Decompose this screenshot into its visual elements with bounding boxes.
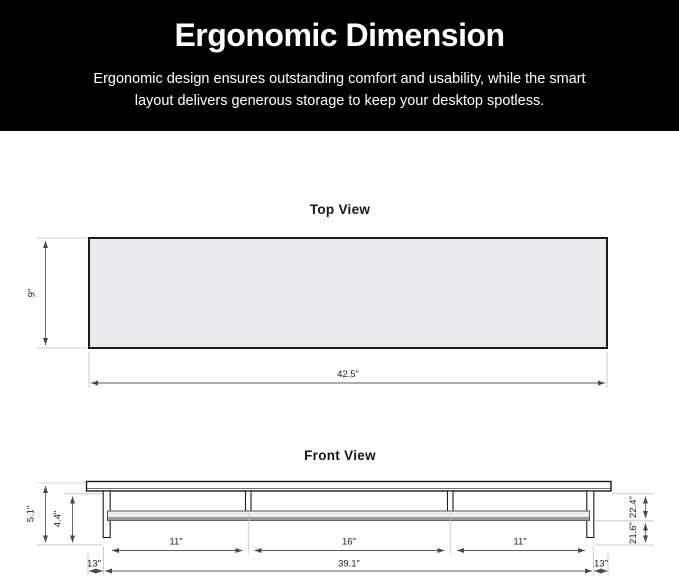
header-subtitle-line2: layout delivers generous storage to keep your desktop spotless.: [134, 93, 545, 109]
front-view-left-extension-lines: [37, 483, 102, 545]
front-view-leg-span-label: 39.1": [338, 558, 360, 570]
top-view-panel: [89, 238, 607, 348]
top-view-width-label: 42.5": [337, 369, 359, 380]
front-view-overhang-left-label: 13": [87, 558, 101, 570]
front-view-overall-height-label: 5.1": [25, 505, 37, 523]
front-view-overhang-right-label: 13": [594, 558, 608, 570]
front-view-top-shelf: [87, 482, 612, 492]
front-view-lower-shelf-edge: [108, 517, 589, 520]
front-view-bay-right-label: 11": [513, 536, 527, 548]
front-view-bay-left-label: 11": [169, 536, 183, 548]
front-view: [26, 448, 655, 575]
top-view-depth-label: 9": [26, 288, 38, 298]
top-view-depth-extension-lines: [37, 238, 87, 348]
front-view-under-shelf-height-label: 4.4": [52, 510, 64, 528]
top-view: [27, 202, 608, 388]
header-subtitle-line1: Ergonomic design ensures outstanding comfort and usability, while the smart: [93, 71, 586, 87]
page-title: Ergonomic Dimension: [174, 17, 505, 53]
front-view-right-upper-label: 22.4": [628, 496, 639, 518]
top-view-title: Top View: [309, 202, 371, 217]
front-view-center-support-right: [448, 491, 454, 512]
front-view-center-support-left: [246, 491, 252, 512]
front-view-bay-center-label: 16": [342, 536, 356, 548]
front-view-right-lower-label: 21.6": [628, 522, 639, 544]
front-view-title: Front View: [304, 448, 376, 463]
